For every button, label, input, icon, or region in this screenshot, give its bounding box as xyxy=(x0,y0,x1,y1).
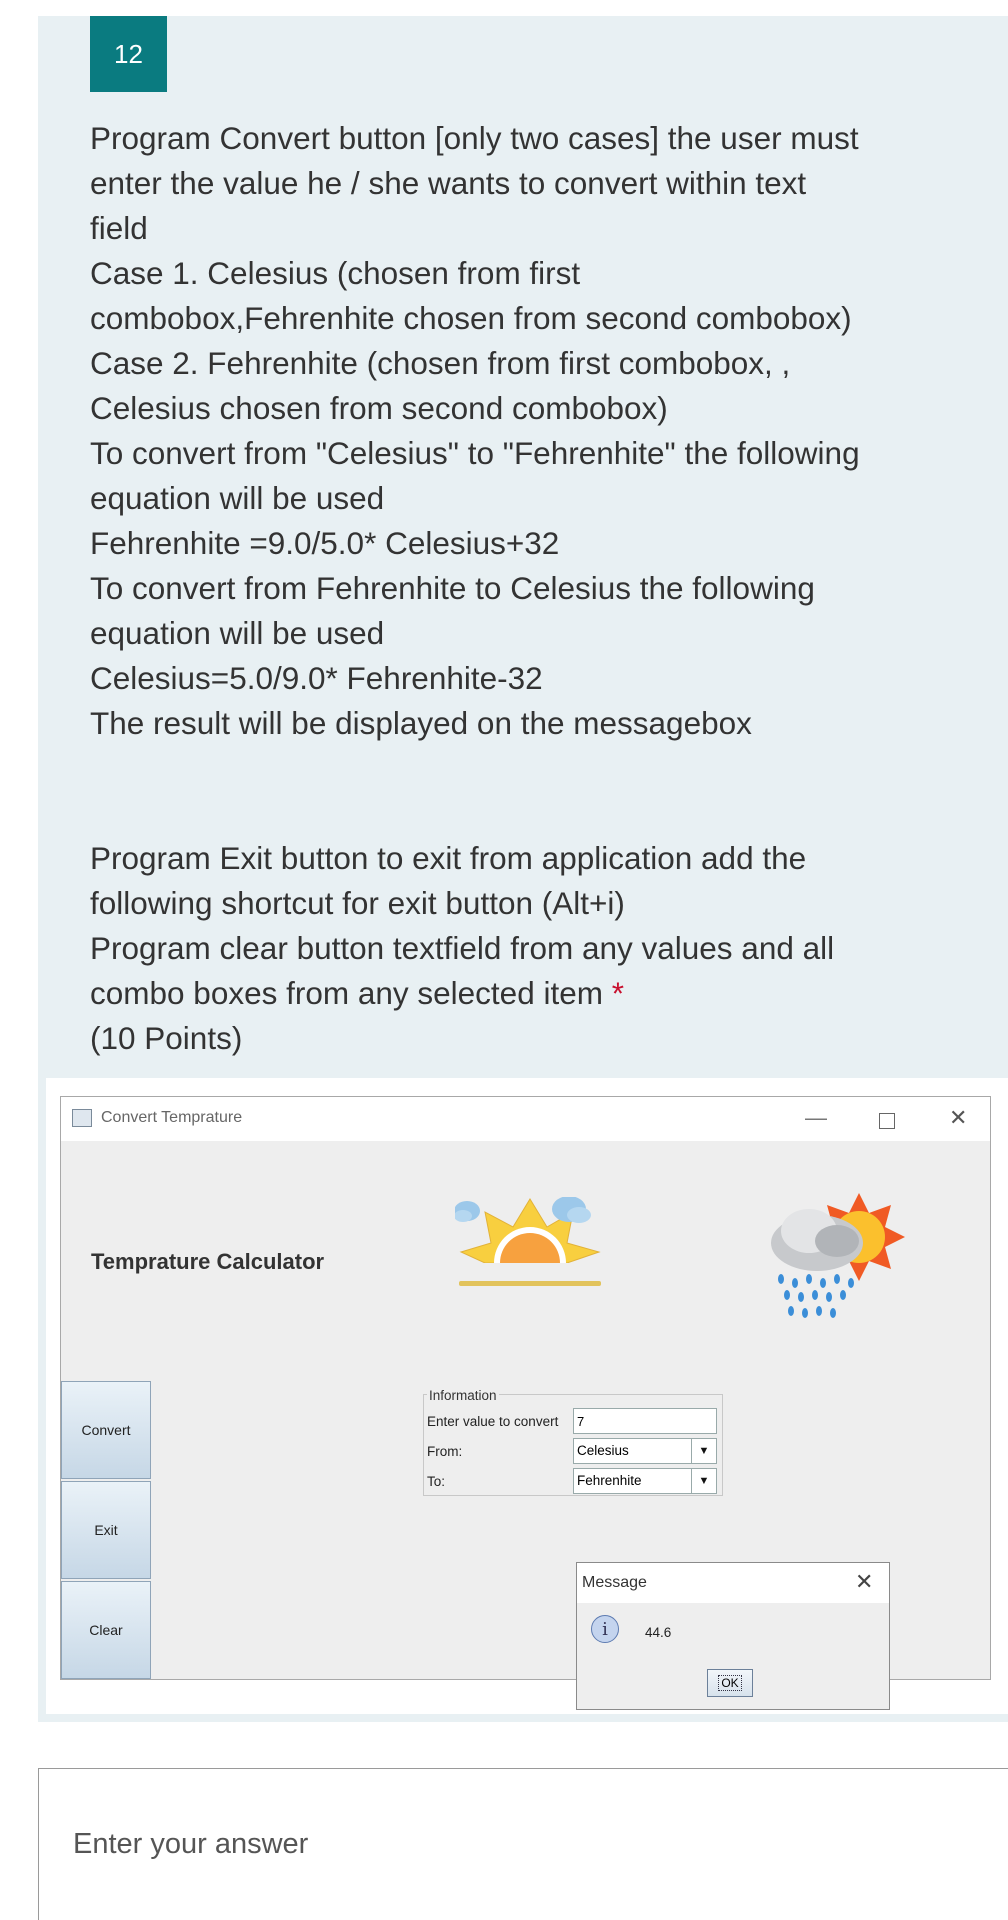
sun-cloud-icon xyxy=(455,1197,605,1307)
information-legend: Information xyxy=(429,1388,497,1403)
question-line: Program clear button textfield from any values and all xyxy=(90,930,835,966)
question-line: The result will be displayed on the messagebox xyxy=(90,705,752,741)
ok-label: OK xyxy=(718,1675,741,1691)
question-line: Fehrenhite =9.0/5.0* Celesius+32 xyxy=(90,525,560,561)
question-line-text: combo boxes from any selected item xyxy=(90,975,603,1011)
exit-button[interactable]: Exit xyxy=(61,1481,151,1579)
question-line: Celesius chosen from second combobox) xyxy=(90,390,668,426)
question-line: combobox,Fehrenhite chosen from second combobox) xyxy=(90,300,852,336)
answer-input[interactable] xyxy=(39,1769,1008,1920)
from-label: From: xyxy=(427,1444,463,1459)
message-result: 44.6 xyxy=(645,1625,672,1640)
message-titlebar xyxy=(577,1563,889,1603)
question-line: equation will be used xyxy=(90,480,385,516)
question-line-last xyxy=(90,971,970,1016)
question-line: Case 1. Celesius (chosen from first xyxy=(90,255,581,291)
from-selected-value: Celesius xyxy=(577,1443,629,1458)
app-title: Convert Temprature xyxy=(101,1109,243,1126)
minimize-icon[interactable]: — xyxy=(805,1105,827,1130)
question-line: enter the value he / she wants to convert within text xyxy=(90,165,807,201)
value-label: Enter value to convert xyxy=(427,1414,559,1429)
question-blank-line xyxy=(90,791,970,836)
question-text xyxy=(90,116,970,1061)
question-line: Program Convert button [only two cases] the user must xyxy=(90,120,859,156)
answer-box xyxy=(38,1768,1008,1920)
to-label: To: xyxy=(427,1474,446,1489)
message-title: Message xyxy=(582,1574,647,1591)
question-number: 12 xyxy=(90,16,167,92)
app-titlebar xyxy=(61,1097,990,1141)
convert-button[interactable]: Convert xyxy=(61,1381,151,1479)
question-line: Program Exit button to exit from application add the xyxy=(90,840,807,876)
value-input[interactable] xyxy=(573,1408,717,1434)
question-points: (10 Points) xyxy=(90,1020,243,1056)
storm-cloud-icon xyxy=(767,1191,907,1321)
question-line: To convert from Fehrenhite to Celesius the following xyxy=(90,570,815,606)
close-icon[interactable]: ✕ xyxy=(855,1569,874,1594)
dropdown-arrow-icon[interactable]: ▼ xyxy=(691,1469,716,1493)
calculator-heading: Temprature Calculator xyxy=(91,1249,325,1274)
question-line: equation will be used xyxy=(90,615,385,651)
question-line: field xyxy=(90,210,148,246)
ok-button[interactable] xyxy=(707,1669,753,1697)
close-icon[interactable]: ✕ xyxy=(949,1105,968,1130)
clear-button[interactable]: Clear xyxy=(61,1581,151,1679)
message-dialog xyxy=(576,1562,890,1710)
question-line: following shortcut for exit button (Alt+i) xyxy=(90,885,625,921)
dropdown-arrow-icon[interactable]: ▼ xyxy=(691,1439,716,1463)
required-asterisk: * xyxy=(611,975,625,1011)
question-blank-line xyxy=(90,746,970,791)
maximize-icon[interactable] xyxy=(879,1113,895,1129)
to-selected-value: Fehrenhite xyxy=(577,1473,642,1488)
java-app-icon xyxy=(72,1109,92,1127)
from-combobox[interactable] xyxy=(573,1438,717,1464)
question-line: Case 2. Fehrenhite (chosen from first combobox, , xyxy=(90,345,791,381)
info-icon: i xyxy=(591,1615,619,1643)
question-line: Celesius=5.0/9.0* Fehrenhite-32 xyxy=(90,660,543,696)
question-line: To convert from "Celesius" to "Fehrenhite" the following xyxy=(90,435,860,471)
to-combobox[interactable] xyxy=(573,1468,717,1494)
